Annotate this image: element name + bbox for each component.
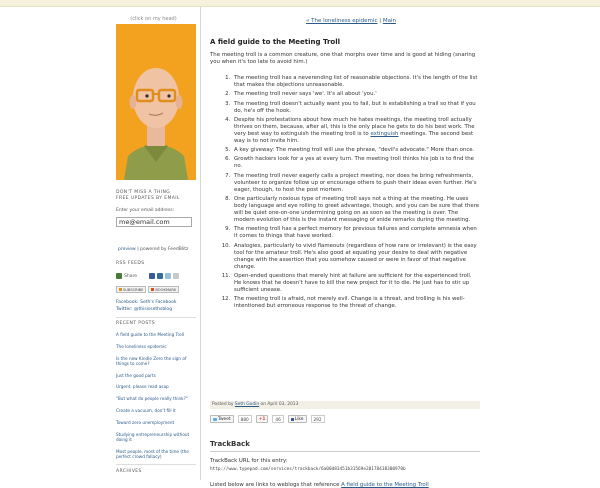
list-item: 1. The meeting troll has a neverending list of reasonable objections. It's the length of the list that makes the objections unreasonable. bbox=[232, 75, 480, 89]
trackback-listed bbox=[210, 482, 429, 488]
like-count: 292 bbox=[311, 415, 325, 423]
sidebar-divider bbox=[116, 464, 196, 465]
preview-link[interactable]: preview bbox=[118, 247, 136, 252]
top-banner bbox=[0, 0, 600, 7]
list-item: 9. The meeting troll has a perfect memory for previous failures and complete amnesia when it comes to things that have worked. bbox=[232, 226, 480, 240]
bookmark-icon bbox=[151, 288, 154, 291]
trackback-listed-text: Listed below are links to weblogs that reference bbox=[210, 482, 342, 488]
prev-post-link[interactable]: « The loneliness epidemic bbox=[306, 18, 378, 24]
sidebar-divider bbox=[116, 317, 196, 318]
recent-post-link[interactable]: Most people, most of the time (the perfect crowd fallacy) bbox=[116, 448, 189, 459]
twitter-bird-icon bbox=[213, 418, 217, 421]
posted-by-bar bbox=[210, 401, 480, 409]
archives-title: ARCHIVES bbox=[116, 469, 142, 474]
subscribe-button[interactable] bbox=[116, 286, 146, 293]
subscribe-label: SUBSCRIBE bbox=[123, 287, 144, 292]
thumbs-up-icon bbox=[291, 418, 294, 421]
list-item: 3. The meeting troll doesn't actually want you to fail, but is establishing a trail so that if you do, he's off the hook. bbox=[232, 101, 480, 115]
recent-post-link[interactable]: "But what do people really think?" bbox=[116, 396, 188, 402]
list-item: 10. Analogies, particularly to vivid flameouts (regardless of how rare or irrelevant) is the easy tool for the amateur troll. He's also good at equating your desire to deal with negative change with the assertion that you somehow caused or were in favor of that negative change. bbox=[232, 243, 480, 271]
recent-posts-title: RECENT POSTS bbox=[116, 321, 156, 326]
email-input[interactable] bbox=[116, 217, 192, 227]
free-updates-label: FREE UPDATES BY EMAIL bbox=[116, 196, 180, 201]
nav-separator: | bbox=[379, 18, 382, 24]
email-share-icon[interactable] bbox=[173, 273, 179, 279]
posted-date: on April 03, 2013 bbox=[259, 402, 299, 407]
main-content bbox=[210, 7, 492, 488]
author-link[interactable]: Seth Godin bbox=[234, 402, 260, 407]
post-intro: The meeting troll is a common creature, one that morphs over time and is good at hiding (snaring you when it's too late to avoid him.) bbox=[210, 52, 476, 65]
post-navigation bbox=[210, 18, 492, 24]
recent-post-link[interactable]: The loneliness epidemic bbox=[116, 343, 167, 349]
trackback-post-link[interactable]: A field guide to the Meeting Troll bbox=[341, 482, 429, 488]
page-container bbox=[111, 7, 492, 488]
feed-buttons-row bbox=[116, 286, 179, 293]
list-item: 2. The meeting troll never says 'we'. It's all about 'you.' bbox=[232, 91, 480, 98]
recent-post-link[interactable]: Urgent, please read asap bbox=[116, 384, 169, 390]
extinguish-link[interactable]: extinguish bbox=[370, 130, 399, 137]
posted-prefix: Posted by bbox=[212, 402, 235, 407]
social-icon-row bbox=[116, 273, 179, 279]
dont-miss-label: DON'T MISS A THING bbox=[116, 190, 171, 195]
sidebar bbox=[111, 7, 201, 480]
rss-title: RSS FEEDS bbox=[116, 261, 145, 266]
share-label[interactable]: Share bbox=[124, 273, 137, 279]
rss-icon bbox=[119, 288, 122, 291]
bookmark-button[interactable] bbox=[148, 286, 179, 293]
troll-list bbox=[210, 75, 480, 313]
trackback-url: http://www.typepad.com/services/trackback/6a00d83451b31569e20178438300970b bbox=[210, 467, 406, 472]
share-icon[interactable] bbox=[116, 273, 122, 279]
list-item-text: Despite his protestations about how much he hates meetings, the meeting troll actually thrives on them, because, after all, this is the only place he gets to do his best work. The very best way to extinguish the meeting troll is to bbox=[234, 116, 475, 137]
recent-post-link[interactable]: Just the good parts bbox=[116, 372, 156, 378]
recent-post-link[interactable]: Create a vacuum, don't fill it bbox=[116, 407, 176, 413]
enter-email-label: Enter your email address: bbox=[116, 208, 175, 213]
list-item-text: meetings. The second best way is to not invite him. bbox=[234, 130, 474, 144]
trackback-divider bbox=[210, 451, 480, 452]
tweet-button[interactable] bbox=[210, 415, 234, 423]
recent-posts-list bbox=[116, 332, 200, 466]
facebook-like-button[interactable] bbox=[288, 415, 307, 423]
recent-post-link[interactable]: Studying entrepreneurship without doing it bbox=[116, 431, 190, 442]
post-title: A field guide to the Meeting Troll bbox=[210, 38, 341, 46]
list-item: 11. Open-ended questions that merely hint at failure are sufficient for the experienced troll. He knows that he doesn't have to kill the new project for it to die. He just has to stir up sufficient unease. bbox=[232, 273, 480, 294]
separator: | bbox=[137, 247, 141, 252]
feedblitz-row bbox=[118, 247, 188, 252]
recent-post-link[interactable]: Toward zero unemployment bbox=[116, 419, 175, 425]
twitter-icon[interactable] bbox=[165, 273, 171, 279]
recent-post-link[interactable]: Is the new Kindle Zero the sign of things to come? bbox=[116, 355, 187, 366]
list-item: 8. One particularly noxious type of meeting troll says not a thing at the meeting. He uses body language and eye rolling to greet advantage, though, and you can be sure that there will be quiet one-on-one undermining going on as soon as the meeting is over. The modern evolution of this is the instant messaging of snide remarks during the meeting. bbox=[232, 196, 480, 224]
author-portrait-illustration bbox=[116, 24, 196, 180]
list-item: 12. The meeting troll is afraid, not merely evil. Change is a threat, and trolling is his well-intentioned but erroneous response to the threat of change. bbox=[232, 296, 480, 310]
facebook-icon[interactable] bbox=[149, 273, 155, 279]
trackback-title: TrackBack bbox=[210, 440, 250, 448]
plus-one-count: 46 bbox=[272, 415, 283, 423]
tweet-count: 880 bbox=[238, 415, 252, 423]
twitter-link[interactable]: Twitter: @thisissethsblog bbox=[116, 307, 173, 312]
list-item: 5. A key giveway: The meeting troll will use the phrase, "devil's advocate." More than once. bbox=[232, 147, 480, 154]
share-row bbox=[210, 415, 325, 423]
list-item bbox=[232, 117, 480, 145]
click-head-caption: (click on my head) bbox=[130, 16, 177, 22]
powered-by-text: powered by FeedBlitz bbox=[140, 247, 189, 252]
linkedin-icon[interactable] bbox=[157, 273, 163, 279]
facebook-link[interactable]: Facebook: Seth's Facebook bbox=[116, 300, 177, 305]
bookmark-label: BOOKMARK bbox=[155, 287, 177, 292]
trackback-url-label: TrackBack URL for this entry: bbox=[210, 458, 288, 464]
list-item: 6. Growth hackers look for a yes at every turn. The meeting troll thinks his job is to find the no. bbox=[232, 156, 480, 170]
google-plus-one-button[interactable]: +1 bbox=[256, 415, 269, 423]
like-label: Like bbox=[294, 416, 304, 422]
recent-post-link[interactable]: A field guide to the Meeting Troll bbox=[116, 332, 185, 337]
author-photo[interactable] bbox=[116, 24, 196, 180]
main-link[interactable]: Main bbox=[382, 18, 396, 24]
tweet-label: Tweet bbox=[218, 416, 231, 422]
list-item: 7. The meeting troll never eagerly calls a project meeting, nor does he bring refreshments, volunteer to organize follow up or encourage others to push their ideas even further. He's eager, though, to host the post mortem. bbox=[232, 173, 480, 194]
